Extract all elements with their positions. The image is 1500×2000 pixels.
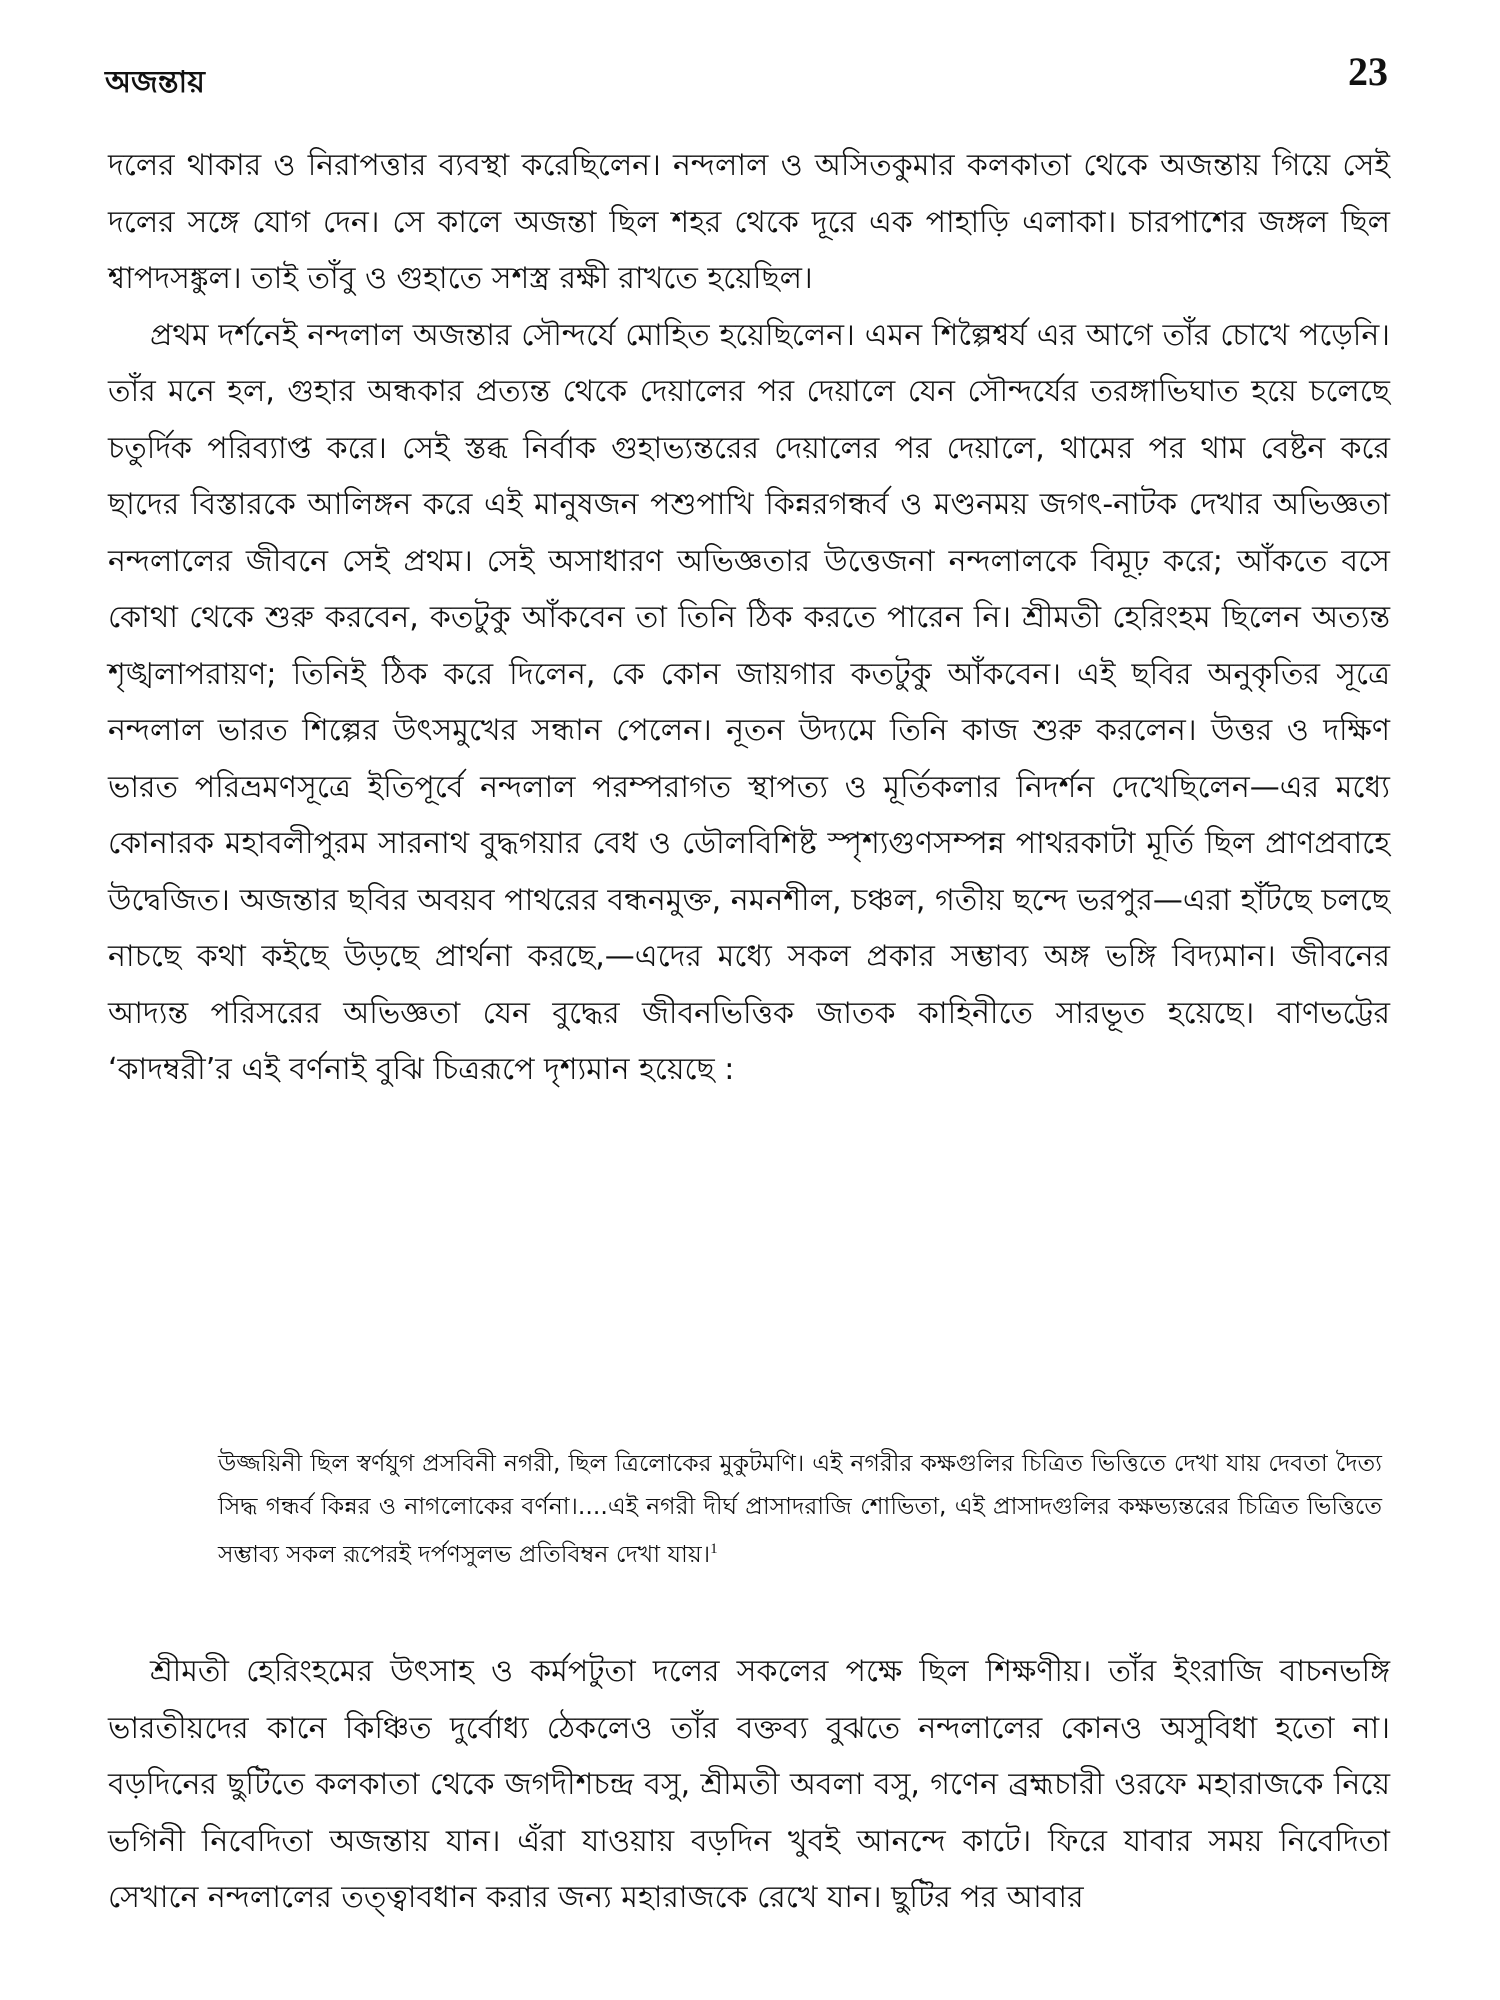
quote-text: উজ্জয়িনী ছিল স্বর্ণযুগ প্রসবিনী নগরী, ছিল ত্রিলোকের মুকুটমণি। এই নগরীর কক্ষগুলির চিত্রিত ভিত্তিতে দেখা যায় দেবতা দৈত্য সিদ্ধ গন্ধর্ব কিন্নর ও নাগলোকের বর্ণনা।....এই নগরী দীর্ঘ প্রাসাদরাজি শোভিতা, এই প্রাসাদগুলির কক্ষভ্যন্তরের চিত্রিত ভিত্তিতে সম্ভাব্য সকল রূপেরই দর্পণসুলভ প্রতিবিম্বন দেখা যায়।: [218, 1449, 1382, 1568]
page-number: 23: [1348, 49, 1388, 94]
paragraph: প্রথম দর্শনেই নন্দলাল অজন্তার সৌন্দর্যে মোহিত হয়েছিলেন। এমন শিল্পৈশ্বর্য এর আগে তাঁর চোখে পড়েনি। তাঁর মনে হল, গুহার অন্ধকার প্রত্যন্ত থেকে দেয়ালের পর দেয়ালে যেন সৌন্দর্যের তরঙ্গাভিঘাত হয়ে চলেছে চতুর্দিক পরিব্যাপ্ত করে। সেই স্তব্ধ নির্বাক গুহাভ্যন্তরের দেয়ালের পর দেয়ালে, থামের পর থাম বেষ্টন করে ছাদের বিস্তারকে আলিঙ্গন করে এই মানুষজন পশুপাখি কিন্নরগন্ধর্ব ও মণ্ডনময় জগৎ-নাটক দেখার অভিজ্ঞতা নন্দলালের জীবনে সেই প্রথম। সেই অসাধারণ অভিজ্ঞতার উত্তেজনা নন্দলালকে বিমূঢ় করে; আঁকতে বসে কোথা থেকে শুরু করবেন, কতটুকু আঁকবেন তা তিনি ঠিক করতে পারেন নি। শ্রীমতী হেরিংহম ছিলেন অত্যন্ত শৃঙ্খলাপরায়ণ; তিনিই ঠিক করে দিলেন, কে কোন জায়গার কতটুকু আঁকবেন। এই ছবির অনুকৃতির সূত্রে নন্দলাল ভারত শিল্পের উৎসমুখের সন্ধান পেলেন। নূতন উদ্যমে তিনি কাজ শুরু করলেন। উত্তর ও দক্ষিণ ভারত পরিভ্রমণসূত্রে ইতিপূর্বে নন্দলাল পরম্পরাগত স্থাপত্য ও মূর্তিকলার নিদর্শন দেখেছিলেন—এর মধ্যে কোনারক মহাবলীপুরম সারনাথ বুদ্ধগয়ার বেধ ও ডৌলবিশিষ্ট স্পৃশ্যগুণসম্পন্ন পাথরকাটা মূর্তি ছিল প্রাণপ্রবাহে উদ্বেজিত। অজন্তার ছবির অবয়ব পাথরের বন্ধনমুক্ত, নমনশীল, চঞ্চল, গতীয় ছন্দে ভরপুর—এরা হাঁটছে চলছে নাচছে কথা কইছে উড়ছে প্রার্থনা করছে,—এদের মধ্যে সকল প্রকার সম্ভাব্য অঙ্গ ভঙ্গি বিদ্যমান। জীবনের আদ্যন্ত পরিসরের অভিজ্ঞতা যেন বুদ্ধের জীবনভিত্তিক জাতক কাহিনীতে সারভূত হয়েছে। বাণভট্টের ‘কাদম্বরী’র এই বর্ণনাই বুঝি চিত্ররূপে দৃশ্যমান হয়েছে :: [108, 317, 1390, 1087]
running-head: অজন্তায়: [105, 65, 205, 100]
body-text-continued: [108, 1644, 1390, 1927]
paragraph: দলের থাকার ও নিরাপত্তার ব্যবস্থা করেছিলেন। নন্দলাল ও অসিতকুমার কলকাতা থেকে অজন্তায় গিয়ে সেই দলের সঙ্গে যোগ দেন। সে কালে অজন্তা ছিল শহর থেকে দূরে এক পাহাড়ি এলাকা। চারপাশের জঙ্গল ছিল শ্বাপদসঙ্কুল। তাই তাঁবু ও গুহাতে সশস্ত্র রক্ষী রাখতে হয়েছিল।: [108, 148, 1390, 296]
paragraph: শ্রীমতী হেরিংহমের উৎসাহ ও কর্মপটুতা দলের সকলের পক্ষে ছিল শিক্ষণীয়। তাঁর ইংরাজি বাচনভঙ্গি ভারতীয়দের কানে কিঞ্চিত দুর্বোধ্য ঠেকলেও তাঁর বক্তব্য বুঝতে নন্দলালের কোনও অসুবিধা হতো না। বড়দিনের ছুটিতে কলকাতা থেকে জগদীশচন্দ্র বসু, শ্রীমতী অবলা বসু, গণেন ব্রহ্মচারী ওরফে মহারাজকে নিয়ে ভগিনী নিবেদিতা অজন্তায় যান। এঁরা যাওয়ায় বড়দিন খুবই আনন্দে কাটে। ফিরে যাবার সময় নিবেদিতা সেখানে নন্দলালের তত্ত্বাবধান করার জন্য মহারাজকে রেখে যান। ছুটির পর আবার: [108, 1654, 1390, 1915]
footnote-marker: 1: [710, 1541, 718, 1557]
body-text: [108, 138, 1390, 1099]
block-quote: [218, 1442, 1382, 1576]
